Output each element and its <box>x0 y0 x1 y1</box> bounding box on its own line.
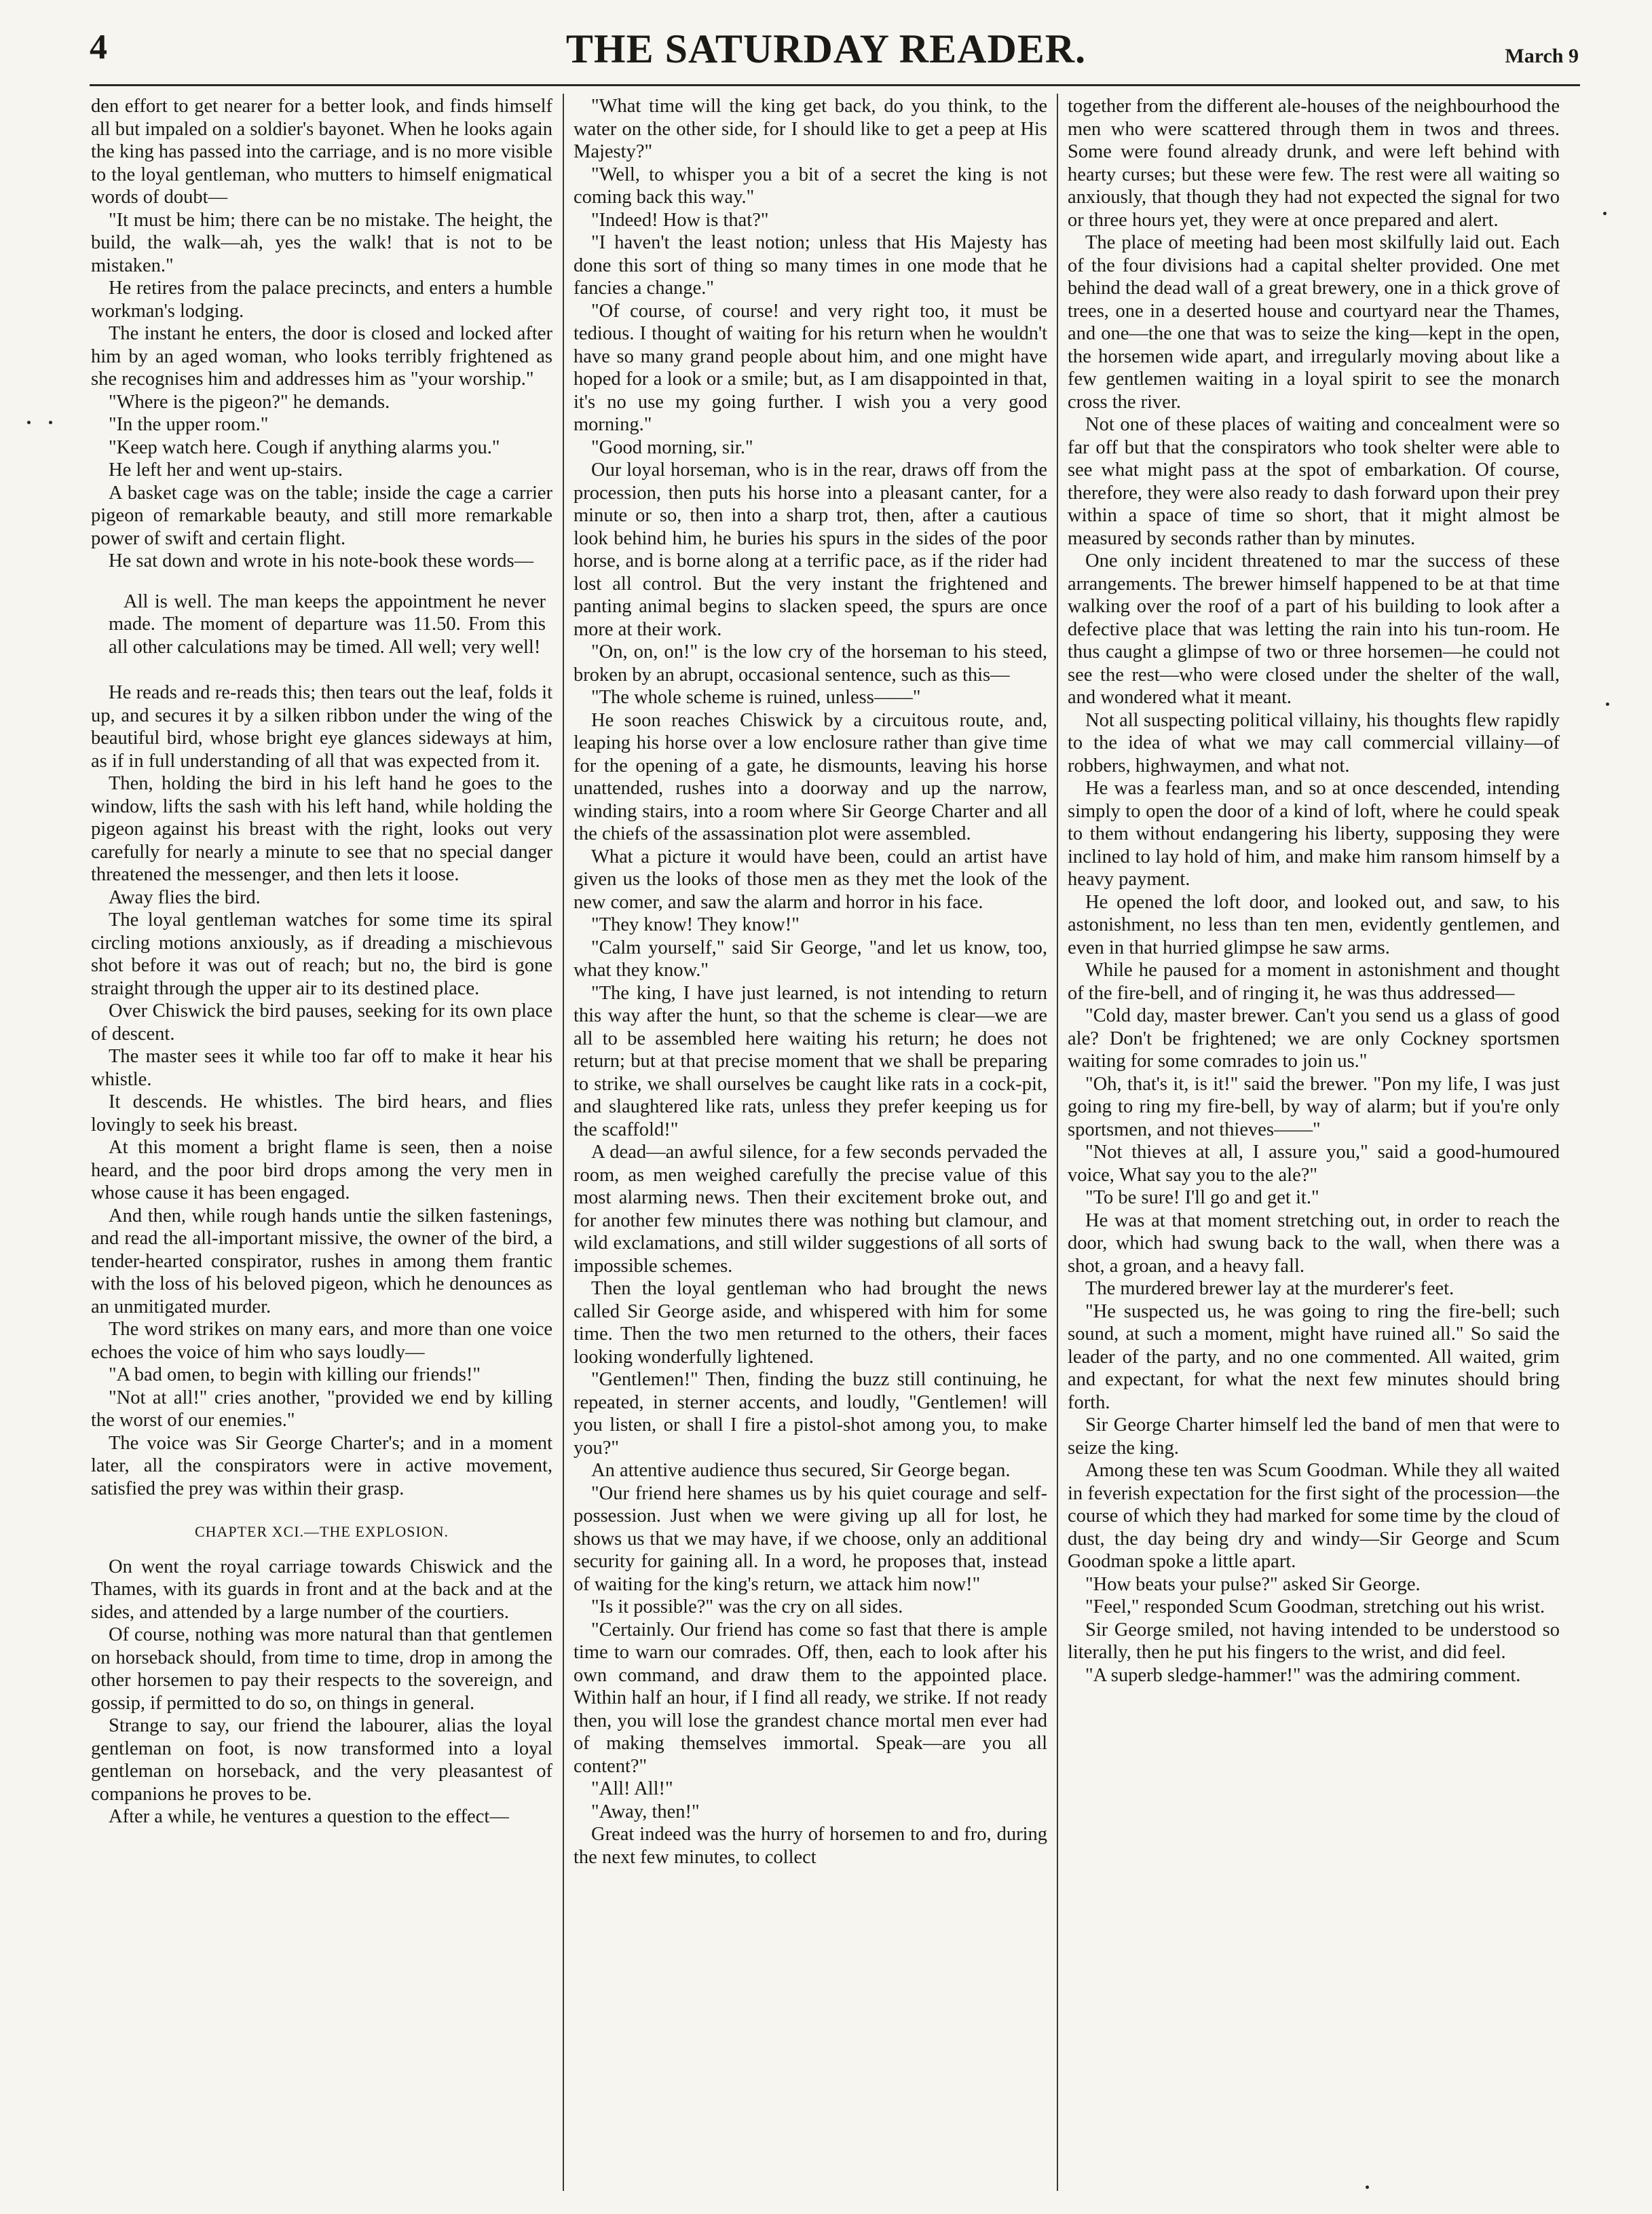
print-speck <box>27 421 31 424</box>
column-2 <box>574 95 1047 2185</box>
column-1 <box>91 95 552 2185</box>
article-paragraph: Then the loyal gentleman who had brought the news called Sir George aside, and whispered with him for some time. Then the two men returned to the others, their faces looking wonderfully lightened. <box>574 1278 1047 1368</box>
article-paragraph: "Where is the pigeon?" he demands. <box>109 391 390 413</box>
header-rule <box>90 84 1580 86</box>
article-paragraph: An attentive audience thus secured, Sir George began. <box>591 1460 1011 1481</box>
article-paragraph: "Away, then!" <box>591 1801 700 1822</box>
article-paragraph: "In the upper room." <box>109 414 269 435</box>
article-paragraph: "Well, to whisper you a bit of a secret the king is not coming back this way." <box>574 164 1047 208</box>
article-paragraph: The master sees it while too far off to make it hear his whistle. <box>91 1046 552 1090</box>
article-paragraph: A dead—an awful silence, for a few seconds pervaded the room, as men weighed carefully the precise value of this most alarming news. Then their excitement broke out, and for another few minutes there was nothing but clamour, and wild exclamations, and still wilder suggestions of all sorts of impossible schemes. <box>574 1142 1047 1277</box>
article-paragraph: Among these ten was Scum Goodman. While they all waited in feverish expectation for the first sight of the procession—the course of which they had marked for some time by the cloud of dust, the day being dry and windy—Sir George and Scum Goodman spoke a little apart. <box>1068 1460 1560 1572</box>
article-paragraph: "Cold day, master brewer. Can't you send us a glass of good ale? Don't be frightened; we are only Cockney sportsmen waiting for some comrades to join us." <box>1068 1005 1560 1072</box>
article-paragraph: At this moment a bright flame is seen, then a noise heard, and the poor bird drops among the very men in whose cause it has been engaged. <box>91 1137 552 1203</box>
article-paragraph: "He suspected us, he was going to ring the fire-bell; such sound, at such a moment, might have ruined all." So said the leader of the party, and no one commented. All waited, grim and expectant, for what the next few minutes should bring forth. <box>1068 1300 1560 1413</box>
print-speck <box>1603 212 1607 215</box>
article-paragraph: Strange to say, our friend the labourer, alias the loyal gentleman on foot, is now transformed into a loyal gentleman on horseback, and the very pleasantest of companions he proves to be. <box>91 1715 552 1805</box>
article-paragraph: The instant he enters, the door is closed and locked after him by an aged woman, who looks terribly frightened as she recognises him and addresses him as "your worship." <box>91 323 552 390</box>
article-paragraph: "Not thieves at all, I assure you," said a good-humoured voice, What say you to the ale?" <box>1068 1142 1560 1186</box>
article-paragraph: "Gentlemen!" Then, finding the buzz still continuing, he repeated, in sterner accents, and loudly, "Gentlemen! will you listen, or shall I fire a pistol-shot among you, to make you?" <box>574 1369 1047 1459</box>
pigeon-note <box>91 590 552 659</box>
issue-date: March 9 <box>1505 45 1579 67</box>
article-paragraph: "They know! They know!" <box>591 914 800 935</box>
article-paragraph: The loyal gentleman watches for some time its spiral circling motions anxiously, as if dreading a mischievous shot before it was out of reach; but no, the bird is gone straight through the upper air to its destined place. <box>91 909 552 999</box>
print-speck <box>49 421 52 424</box>
article-paragraph: He reads and re-reads this; then tears out the leaf, folds it up, and secures it by a silken ribbon under the wing of the beautiful bird, whose bright eye glances sideways at him, as if in full understanding of all that was expected from it. <box>91 682 552 772</box>
article-paragraph: "Not at all!" cries another, "provided we end by killing the worst of our enemies." <box>91 1387 552 1431</box>
article-paragraph: It descends. He whistles. The bird hears, and flies lovingly to seek his breast. <box>91 1091 552 1136</box>
article-paragraph: "Keep watch here. Cough if anything alarms you." <box>109 436 500 458</box>
article-paragraph: "Good morning, sir." <box>591 436 753 458</box>
article-paragraph: "What time will the king get back, do you think, to the water on the other side, for I should like to get a peep at His Majesty?" <box>574 96 1047 162</box>
article-paragraph: "To be sure! I'll go and get it." <box>1085 1187 1319 1208</box>
article-paragraph: "Feel," responded Scum Goodman, stretching out his wrist. <box>1085 1596 1545 1617</box>
article-paragraph: Great indeed was the hurry of horsemen to and fro, during the next few minutes, to collect <box>574 1824 1047 1868</box>
article-paragraph: He was a fearless man, and so at once descended, intending simply to open the door of a kind of loft, where he could speak to them without endangering his liberty, supposing they were inclined to lay hold of him, and make him ransom himself by a heavy payment. <box>1068 778 1560 890</box>
article-paragraph: "Certainly. Our friend has come so fast that there is ample time to warn our comrades. Off, then, each to look after his own command, and draw them to the appointed place. Within half an hour, if I find all ready, we strike. If not ready then, you will lose the grandest chance mortal men ever had of making themselves immortal. Speak—are you all content?" <box>574 1619 1047 1777</box>
article-paragraph: Over Chiswick the bird pauses, seeking for its own place of descent. <box>91 1000 552 1045</box>
article-paragraph: Then, holding the bird in his left hand he goes to the window, lifts the sash with his left hand, while holding the pigeon against his breast with the right, looks out very carefully for nearly a minute to see that no special danger threatened the messenger, and then lets it loose. <box>91 773 552 885</box>
article-paragraph: Sir George Charter himself led the band of men that were to seize the king. <box>1068 1414 1560 1459</box>
article-paragraph: A basket cage was on the table; inside the cage a carrier pigeon of remarkable beauty, and still more remarkable power of swift and certain flight. <box>91 482 552 549</box>
article-paragraph: The place of meeting had been most skilfully laid out. Each of the four divisions had a capital shelter provided. One met behind the dead wall of a great brewery, one in a thick grove of trees, one in a deserted house and courtyard near the Thames, and one—the one that was to seize the king—kept in the open, the horsemen wide apart, and irregularly moving about like a few gentlemen waiting in a loyal spirit to see the monarch cross the river. <box>1068 232 1560 413</box>
article-paragraph: "A bad omen, to begin with killing our friends!" <box>109 1364 481 1385</box>
article-paragraph: On went the royal carriage towards Chiswick and the Thames, with its guards in front and at the back and at the sides, and attended by a large number of the courtiers. <box>91 1556 552 1623</box>
print-speck <box>1606 702 1609 706</box>
article-paragraph: Sir George smiled, not having intended to be understood so literally, then he put his fingers to the wrist, and did feel. <box>1068 1619 1560 1663</box>
article-paragraph: "A superb sledge-hammer!" was the admiring comment. <box>1085 1664 1521 1686</box>
column-divider <box>1057 94 1058 2191</box>
print-speck <box>1366 2185 1369 2189</box>
masthead-title: THE SATURDAY READER. <box>565 26 1087 71</box>
article-paragraph: He retires from the palace precincts, and enters a humble workman's lodging. <box>91 278 552 322</box>
article-paragraph: "Indeed! How is that?" <box>591 209 769 231</box>
article-paragraph: "How beats your pulse?" asked Sir George. <box>1085 1573 1421 1595</box>
article-paragraph: together from the different ale-houses of the neighbourhood the men who were scattered through them in twos and threes. Some were found already drunk, and were left behind with hearty curses; but these were few. The rest were all waiting so anxiously, that though they had not expected the signal for two or three hours yet, they were at once prepared and alert. <box>1068 96 1560 231</box>
column-divider <box>563 94 564 2191</box>
article-paragraph: "All! All!" <box>591 1778 673 1799</box>
article-paragraph: "Is it possible?" was the cry on all sides. <box>591 1596 903 1617</box>
article-paragraph: Not all suspecting political villainy, his thoughts flew rapidly to the idea of what we may call commercial villainy—of robbers, highwaymen, and what not. <box>1068 709 1560 776</box>
article-paragraph: The voice was Sir George Charter's; and in a moment later, all the conspirators were in active movement, satisfied the prey was within their grasp. <box>91 1432 552 1499</box>
article-paragraph: One only incident threatened to mar the success of these arrangements. The brewer himself happened to be at that time walking over the roof of a part of his building to look after a defective place that was letting the rain into his tun-room. He thus caught a glimpse of two or three horsemen—he could not see the rest—who were closed under the shelter of the wall, and wondered what it meant. <box>1068 550 1560 708</box>
chapter-heading: CHAPTER XCI.—THE EXPLOSION. <box>194 1523 449 1540</box>
article-paragraph: He was at that moment stretching out, in order to reach the door, which had swung back to the wall, when there was a shot, a groan, and a heavy fall. <box>1068 1209 1560 1277</box>
note-text: All is well. The man keeps the appointment he never made. The moment of departure was 11.50. From this all other calculations may be timed. All well; very well! <box>109 590 546 658</box>
article-paragraph: "I haven't the least notion; unless that His Majesty has done this sort of thing so many times in one mode that he fancies a change." <box>574 232 1047 299</box>
article-paragraph: "It must be him; there can be no mistake. The height, the build, the walk—ah, yes the walk! that is not to be mistaken." <box>91 209 552 276</box>
article-paragraph: And then, while rough hands untie the silken fastenings, and read the all-important missive, the owner of the bird, a tender-hearted conspirator, rushes in among them frantic with the loss of his beloved pigeon, which he denounces as an unmitigated murder. <box>91 1205 552 1317</box>
article-paragraph: He left her and went up-stairs. <box>109 459 343 481</box>
article-paragraph: "Oh, that's it, is it!" said the brewer. "Pon my life, I was just going to ring my fire-bell, by way of alarm; but if you're only sportsmen, and not thieves——" <box>1068 1073 1560 1140</box>
article-paragraph: Of course, nothing was more natural than that gentlemen on horseback should, from time to time, drop in among the other horsemen to pay their respects to the sovereign, and gossip, if permitted to do so, on things in general. <box>91 1624 552 1714</box>
article-paragraph: "The king, I have just learned, is not intending to return this way after the hunt, so that the scheme is clear—we are all to be assembled here waiting his return; he does not return; but at that precise moment that we shall be preparing to strike, we shall ourselves be caught like rats in a cock-pit, and slaughtered like rats, unless they prefer keeping us for the scaffold!" <box>574 982 1047 1140</box>
article-paragraph: He opened the loft door, and looked out, and saw, to his astonishment, no less than ten men, evidently gentlemen, and even in that hurried glimpse he saw arms. <box>1068 891 1560 958</box>
article-paragraph: Not one of these places of waiting and concealment were so far off but that the conspirators who took shelter were able to see what might pass at the spot of embarkation. Of course, therefore, they were also ready to dash forward upon their prey within a space of time so short, that it might almost be measured by seconds rather than by minutes. <box>1068 414 1560 549</box>
article-paragraph: "Calm yourself," said Sir George, "and let us know, too, what they know." <box>574 937 1047 981</box>
article-paragraph: "On, on, on!" is the low cry of the horseman to his steed, broken by an abrupt, occasional sentence, such as this— <box>574 641 1047 686</box>
article-paragraph: The word strikes on many ears, and more than one voice echoes the voice of him who says loudly— <box>91 1319 552 1363</box>
article-paragraph: den effort to get nearer for a better look, and finds himself all but impaled on a soldier's bayonet. When he looks again the king has passed into the carriage, and is no more visible to the loyal gentleman, who mutters to himself enigmatical words of doubt— <box>91 96 552 208</box>
page-number: 4 <box>90 28 107 67</box>
article-paragraph: What a picture it would have been, could an artist have given us the looks of those men as they met the look of the new comer, and saw the alarm and horror in his face. <box>574 846 1047 913</box>
article-paragraph: "Of course, of course! and very right too, it must be tedious. I thought of waiting for his return when he wouldn't have so many grand people about him, and one might have hoped for a look or a smile; but, as I am disappointed in that, it's no use my going further. I wish you a very good morning." <box>574 300 1047 435</box>
article-paragraph: Away flies the bird. <box>109 886 261 908</box>
article-paragraph: While he paused for a moment in astonishment and thought of the fire-bell, and of ringing it, he was thus addressed— <box>1068 960 1560 1004</box>
article-paragraph: He sat down and wrote in his note-book these words— <box>109 550 534 571</box>
article-paragraph: He soon reaches Chiswick by a circuitous route, and, leaping his horse over a low enclosure rather than give time for the opening of a gate, he dismounts, leaving his horse unattended, rushes into a doorway and up the narrow, winding stairs, into a room where Sir George Charter and all the chiefs of the assassination plot were assembled. <box>574 709 1047 844</box>
article-paragraph: Our loyal horseman, who is in the rear, draws off from the procession, then puts his horse into a pleasant canter, for a minute or so, then into a sharp trot, then, after a cautious look behind him, he buries his spurs in the sides of the poor horse, and is borne along at a terrific pace, as if the rider had lost all control. But the very instant the frightened and panting animal begins to slacken speed, the spurs are once more at their work. <box>574 459 1047 640</box>
article-paragraph: "Our friend here shames us by his quiet courage and self-possession. Just when we were giving up all for lost, he shows us that we may have, if we choose, only an additional security for gaining all. In a word, he proposes that, instead of waiting for the king's return, we attack him now!" <box>574 1482 1047 1595</box>
article-paragraph: The murdered brewer lay at the murderer's feet. <box>1085 1278 1454 1299</box>
column-3 <box>1068 95 1560 2185</box>
article-paragraph: "The whole scheme is ruined, unless——" <box>591 687 921 708</box>
article-paragraph: After a while, he ventures a question to the effect— <box>109 1806 509 1827</box>
